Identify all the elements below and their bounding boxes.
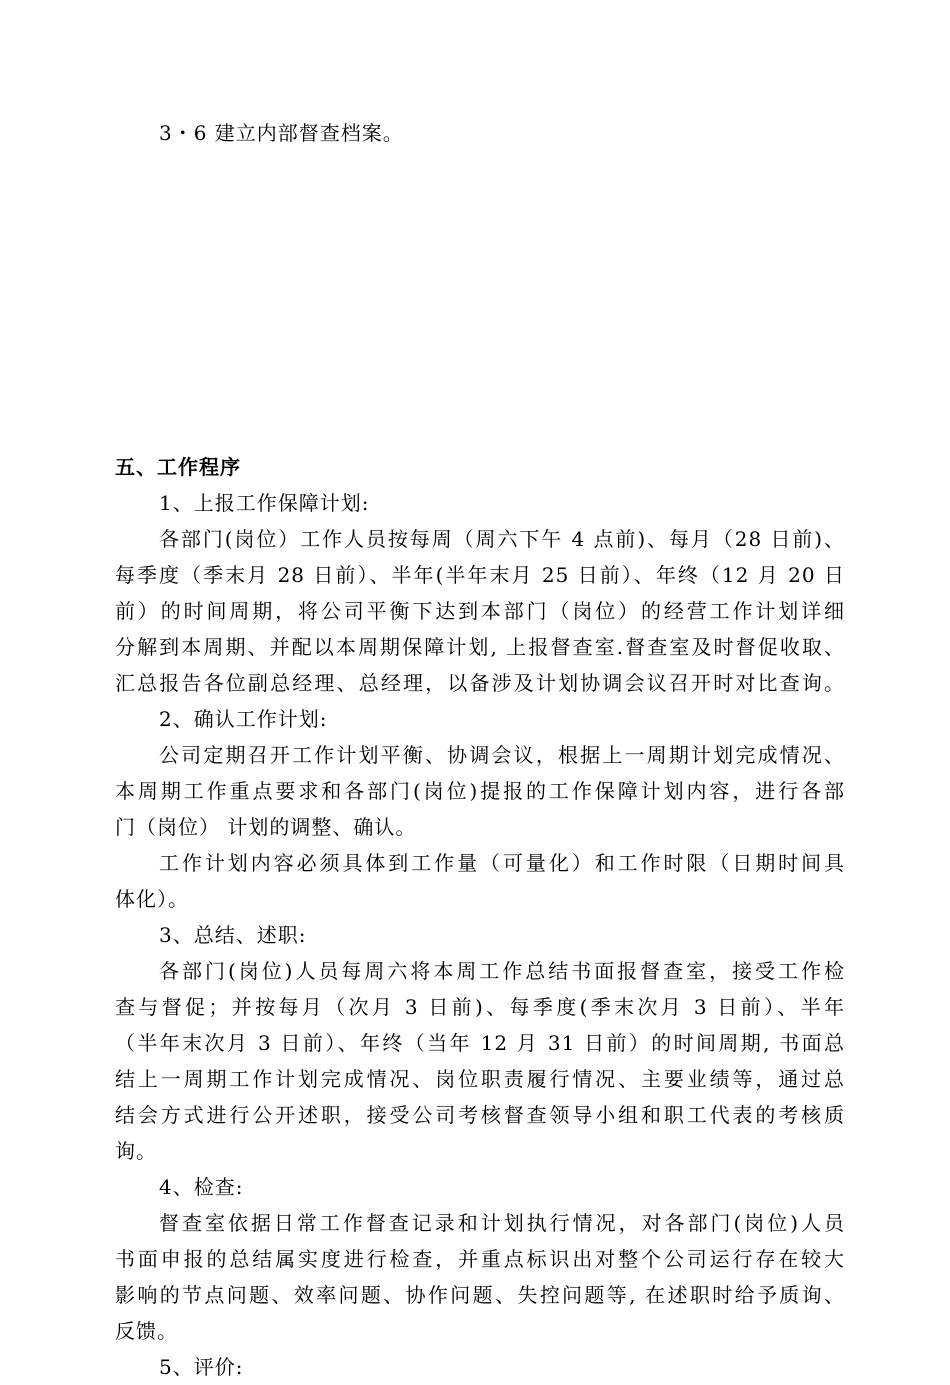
section-3-6-text: 3・6 建立内部督查档案。: [159, 121, 404, 145]
step3-line: 询。: [115, 1139, 157, 1163]
step1-line: 各部门(岗位）工作人员按每周（周六下午 4 点前)、每月（28 日前)、: [159, 527, 845, 551]
step2-line: 工作计划内容必须具体到工作量（可量化）和工作时限（日期时间具: [159, 851, 845, 875]
step4-line: 书面申报的总结属实度进行检查，并重点标识出对整个公司运行存在较大: [115, 1247, 845, 1271]
step3-line: 查与督促；并按每月（次月 3 日前)、每季度(季末次月 3 日前）、半年: [115, 995, 845, 1019]
step4-line: 督查室依据日常工作督查记录和计划执行情况，对各部门(岗位)人员: [159, 1211, 845, 1235]
step4-title: 4、检查:: [159, 1175, 244, 1199]
step1-line: 分解到本周期、并配以本周期保障计划, 上报督查室.督查室及时督促收取、: [115, 635, 845, 659]
step3-line: 各部门(岗位)人员每周六将本周工作总结书面报督查室，接受工作检: [159, 959, 845, 983]
step1-title: 1、上报工作保障计划:: [159, 491, 370, 515]
step3-line: 结会方式进行公开述职，接受公司考核督查领导小组和职工代表的考核质: [115, 1103, 845, 1127]
section-5-heading: 五、工作程序: [115, 455, 241, 479]
step3-title: 3、总结、述职:: [159, 923, 307, 947]
step2-line: 公司定期召开工作计划平衡、协调会议，根据上一周期计划完成情况、: [159, 743, 845, 767]
step2-line: 体化）。: [115, 887, 189, 911]
step5-title: 5、评价:: [159, 1355, 244, 1379]
section-5: [115, 449, 845, 1385]
step1-line: 每季度（季末月 28 日前）、半年(半年末月 25 日前）、年终（12 月 20 日: [115, 563, 845, 587]
step4-line: 反馈。: [115, 1319, 178, 1343]
step2-line: 本周期工作重点要求和各部门(岗位)提报的工作保障计划内容，进行各部: [115, 779, 845, 803]
step1-line: 前）的时间周期，将公司平衡下达到本部门（岗位）的经营工作计划详细: [115, 599, 845, 623]
step3-line: 结上一周期工作计划完成情况、岗位职责履行情况、主要业绩等，通过总: [115, 1067, 845, 1091]
step4-line: 影响的节点问题、效率问题、协作问题、失控问题等, 在述职时给予质询、: [115, 1283, 845, 1307]
step1-line: 汇总报告各位副总经理、总经理，以备涉及计划协调会议召开时对比查询。: [115, 671, 845, 695]
step3-line: （半年末次月 3 日前）、年终（当年 12 月 31 日前）的时间周期, 书面总: [115, 1031, 845, 1055]
step2-line: 门（岗位） 计划的调整、确认。: [115, 815, 417, 839]
step2-title: 2、确认工作计划:: [159, 707, 328, 731]
